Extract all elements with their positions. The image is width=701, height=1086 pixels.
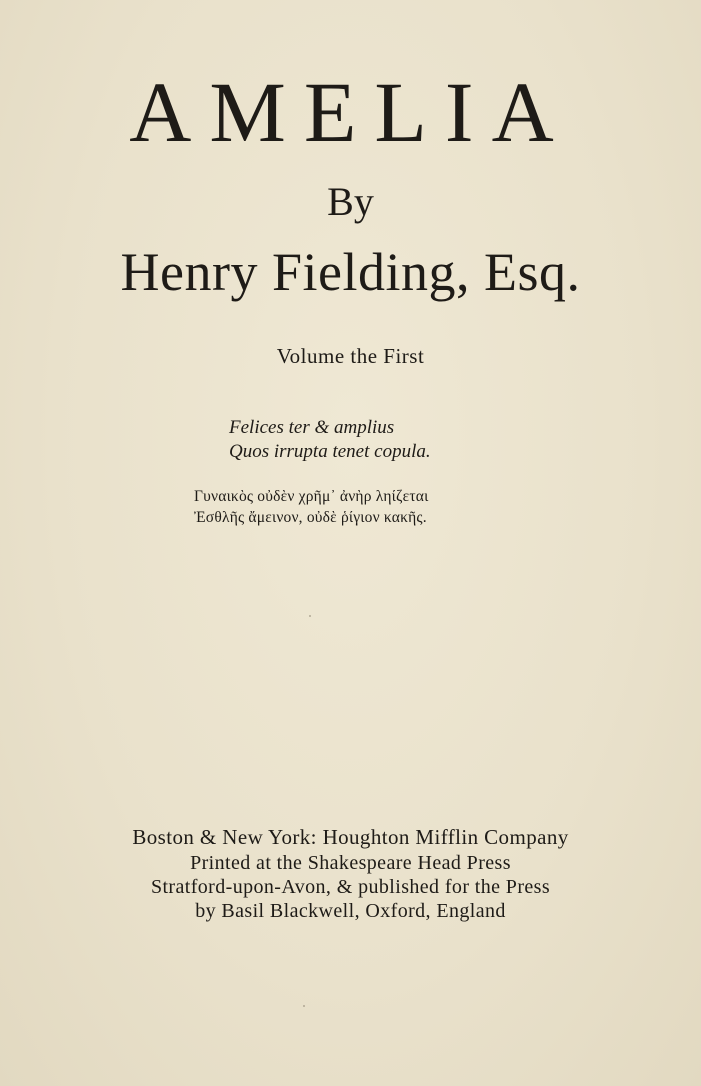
volume-label: Volume the First: [276, 344, 425, 368]
greek-epigraph-line-1: Γυναικὸς οὐδὲν χρῆμ᾽ ἀνὴρ ληίζεται: [194, 488, 429, 505]
greek-epigraph-line-2: Ἐσθλῆς ἄμεινον, οὐδὲ ῥίγιον κακῆς.: [194, 509, 427, 526]
author-name: Henry Fielding, Esq.: [120, 242, 581, 302]
imprint-line-3: Stratford-upon-Avon, & published for the Press: [150, 876, 551, 898]
byline: By: [327, 179, 374, 224]
book-title: AMELIA: [129, 64, 572, 160]
paper-speck: [309, 615, 311, 617]
latin-epigraph-line-2: Quos irrupta tenet copula.: [229, 441, 431, 462]
imprint-line-2: Printed at the Shakespeare Head Press: [190, 852, 511, 874]
imprint-line-1: Boston & New York: Houghton Mifflin Company: [132, 825, 569, 849]
paper-speck: [303, 1005, 305, 1007]
latin-epigraph-line-1: Felices ter & amplius: [229, 417, 395, 438]
imprint-line-4: by Basil Blackwell, Oxford, England: [195, 900, 506, 922]
